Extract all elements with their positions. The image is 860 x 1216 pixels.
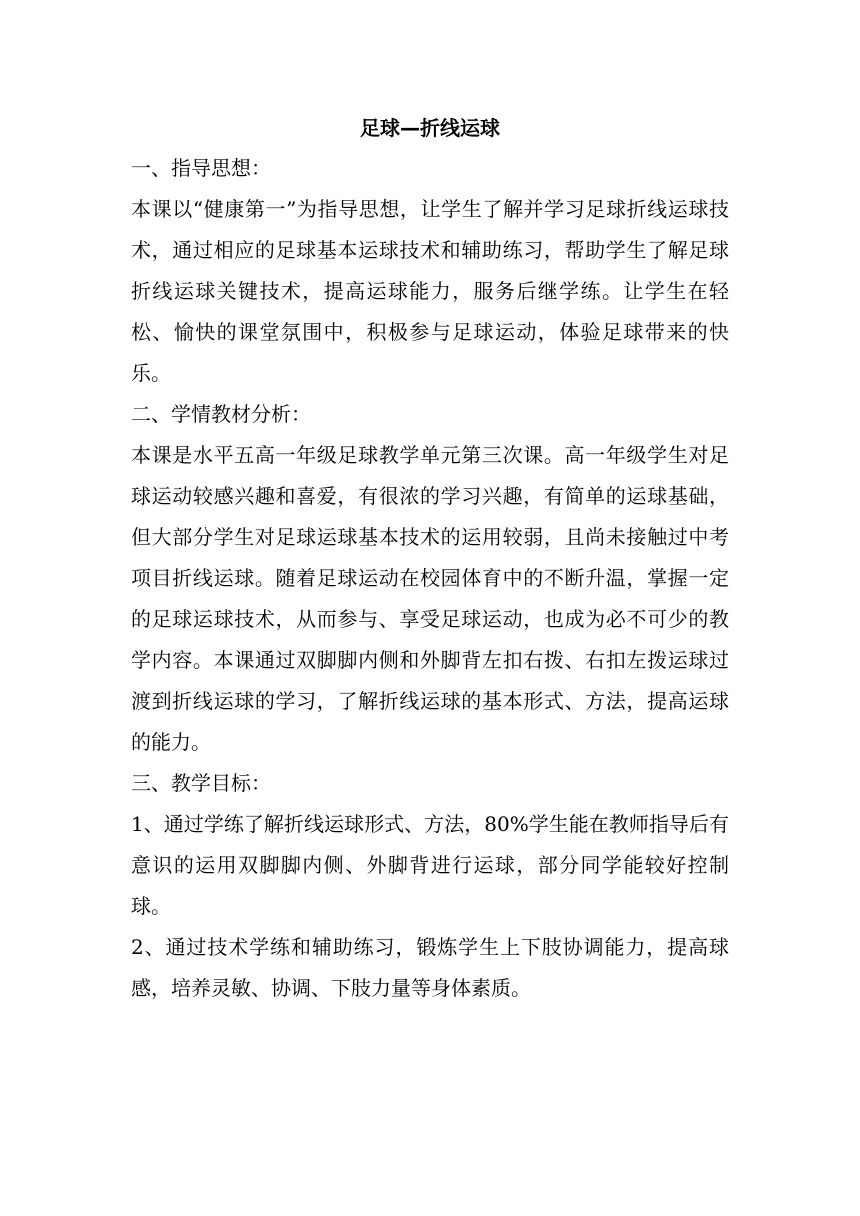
section-heading: 二、学情教材分析： [131,402,311,426]
objective-item: 2、通过技术学练和辅助练习，锻炼学生上下肢协调能力，提高球感，培养灵敏、协调、下肢力量等身体素质。 [131,935,729,1000]
document-page [131,108,729,1009]
section-heading: 三、教学目标： [131,771,271,795]
section-paragraph: 本课是水平五高一年级足球教学单元第三次课。高一年级学生对足球运动较感兴趣和喜爱，有很浓的学习兴趣，有简单的运球基础，但大部分学生对足球运球基本技术的运用较弱，且尚未接触过中考项目折线运球。随着足球运动在校园体育中的不断升温，掌握一定的足球运球技术，从而参与、享受足球运动，也成为必不可少的教学内容。本课通过双脚脚内侧和外脚背左扣右拨、右扣左拨运球过渡到折线运球的学习，了解折线运球的基本形式、方法，提高运球的能力。 [131,443,729,754]
document-title: 足球—折线运球 [360,116,500,140]
section-learning-analysis [131,394,729,763]
section-paragraph: 本课以“健康第一”为指导思想，让学生了解并学习足球折线运球技术，通过相应的足球基本运球技术和辅助练习，帮助学生了解足球折线运球关键技术，提高运球能力，服务后继学练。让学生在轻松、愉快的课堂氛围中，积极参与足球运动，体验足球带来的快乐。 [131,197,729,385]
objective-item: 1、通过学练了解折线运球形式、方法，80%学生能在教师指导后有意识的运用双脚脚内侧、外脚背进行运球，部分同学能较好控制球。 [131,812,729,918]
section-heading: 一、指导思想： [131,156,271,180]
section-guiding-ideology [131,148,729,394]
section-teaching-objectives [131,763,729,1009]
